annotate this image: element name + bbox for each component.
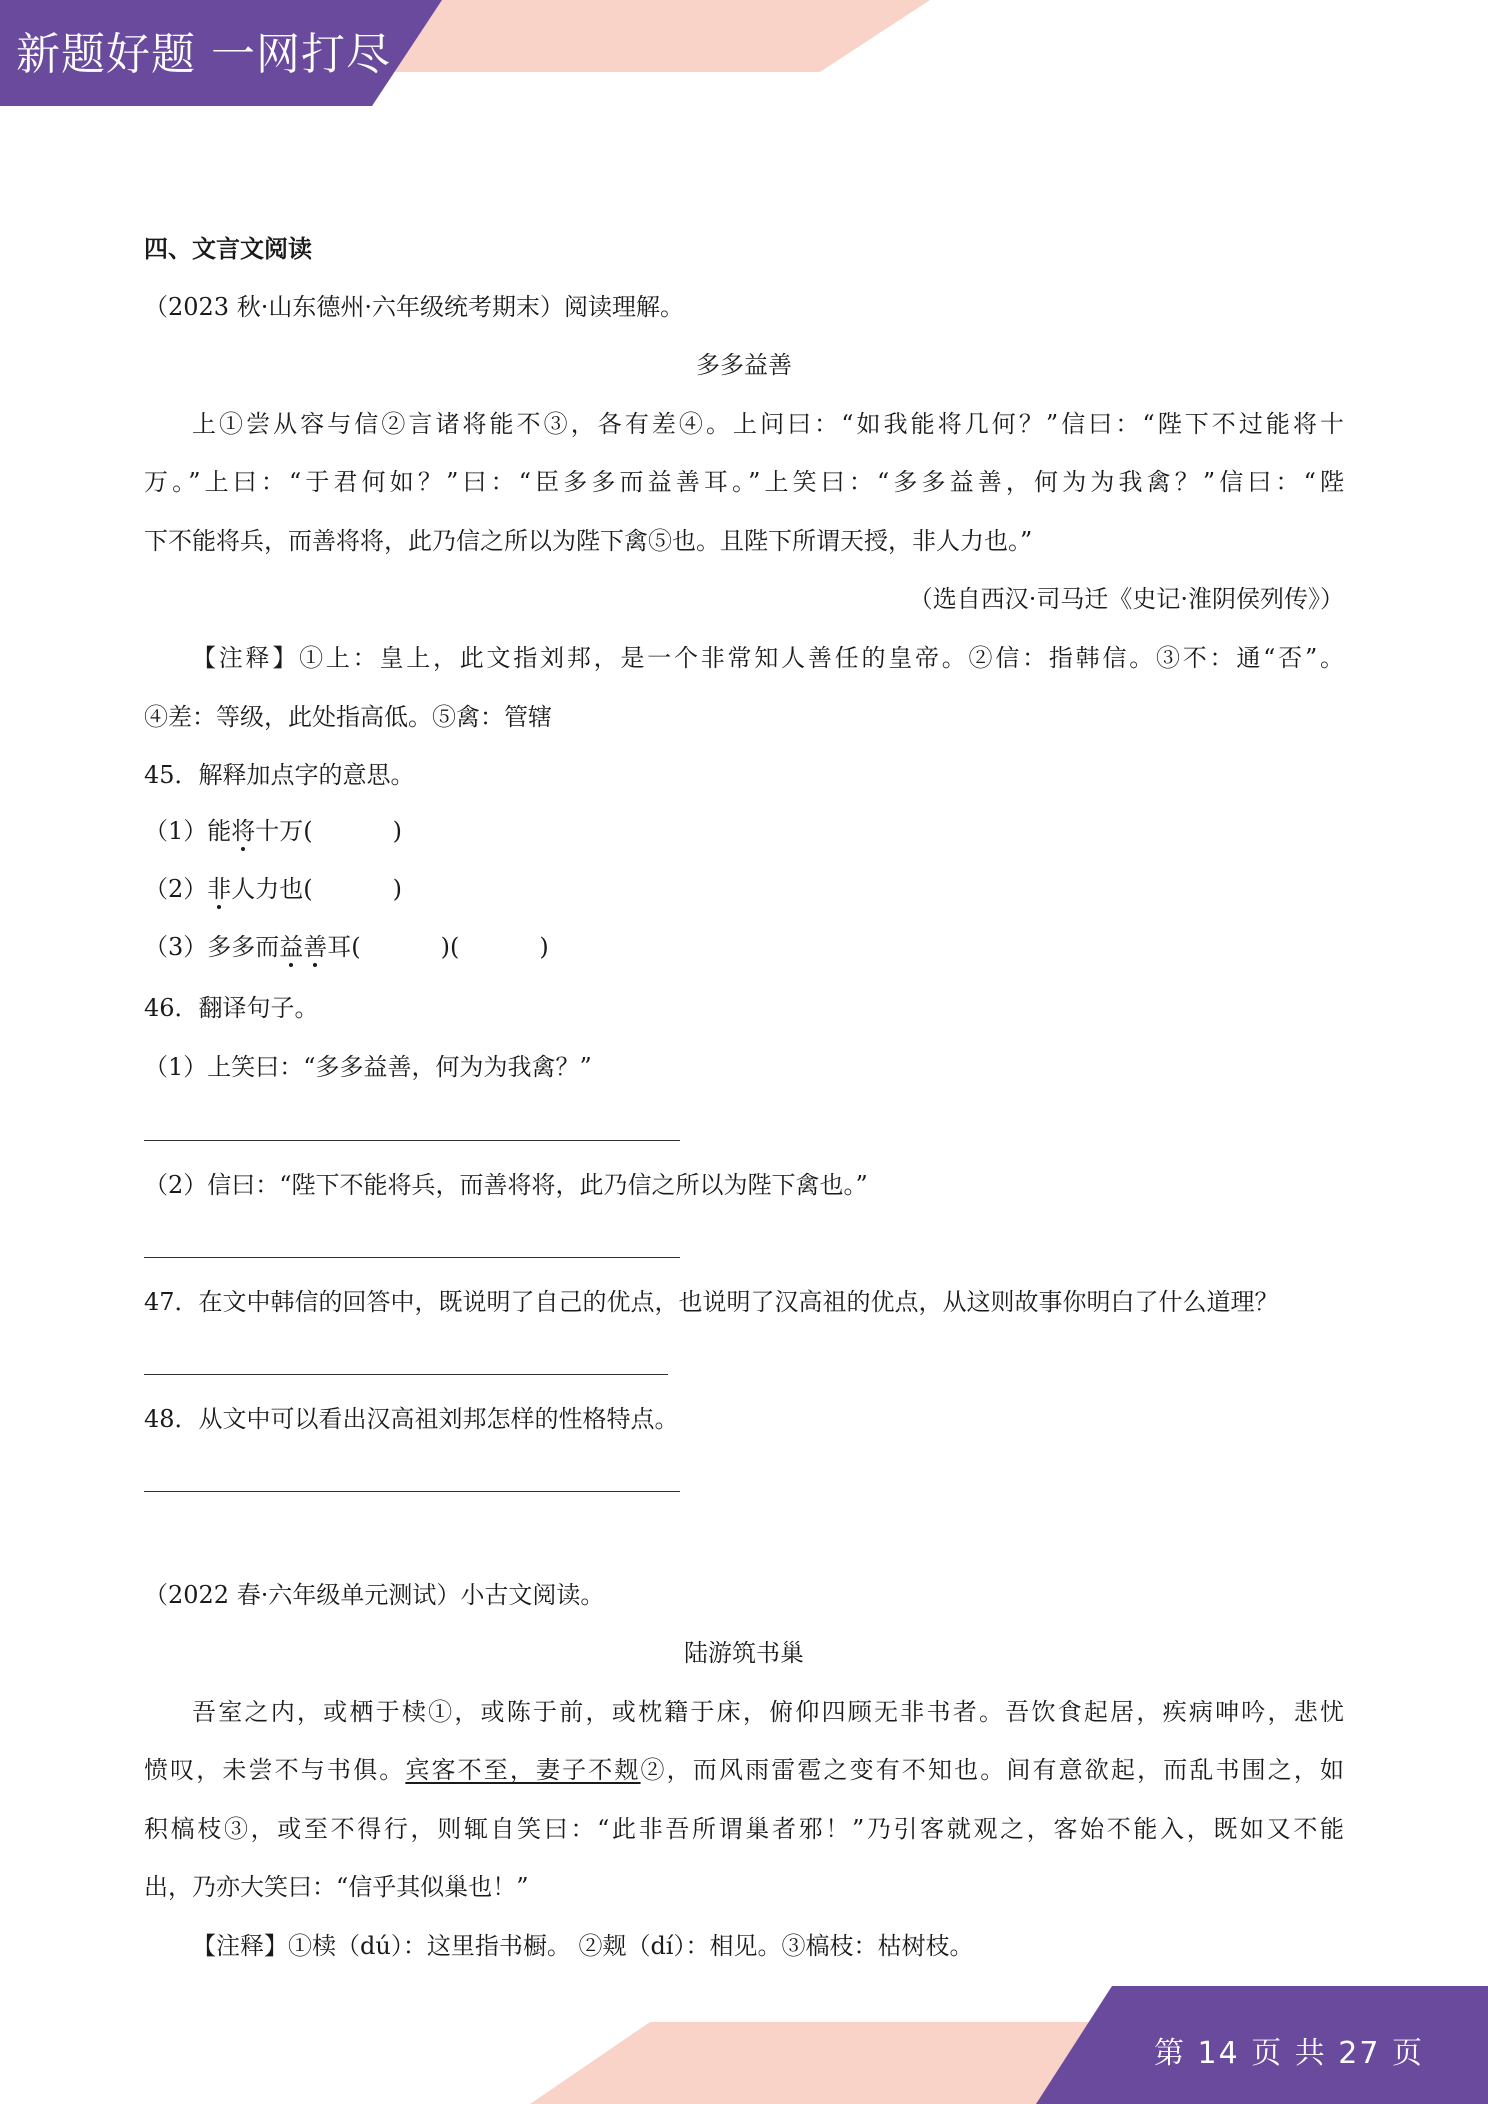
passage1-line-1: 上①尝从容与信②言诸将能不③，各有差④。上问曰：“如我能将几何？”信曰：“陛下不过能将十 bbox=[192, 410, 1344, 438]
q45-item-2-end: ) bbox=[392, 875, 403, 903]
passage2-note: 【注释】①椟（dú）：这里指书橱。 ②觌（dí）：相见。③槁枝：枯树枝。 bbox=[192, 1932, 974, 1960]
passage1-line-3: 下不能将兵，而善将将，此乃信之所以为陛下禽⑤也。且陛下所谓天授，非人力也。” bbox=[144, 527, 1033, 555]
passage2-line-2-post: ②，而风雨雷雹之变有不知也。间有意欲起，而乱书围之，如 bbox=[640, 1756, 1345, 1784]
q45-item-3-dotted-1: 益 bbox=[279, 933, 304, 961]
q45-item-3-mid: )( bbox=[440, 933, 460, 961]
q45-item-1-suffix: 十万( bbox=[255, 817, 313, 845]
footer-banner bbox=[0, 1980, 1488, 2104]
passage2-line-2 bbox=[144, 1755, 1344, 1785]
q45-item-2 bbox=[144, 874, 402, 904]
header-banner bbox=[0, 0, 1488, 110]
q45-item-3-dotted-2: 善 bbox=[303, 933, 328, 961]
passage1-note-1: 【注释】①上：皇上，此文指刘邦，是一个非常知人善任的皇帝。②信：指韩信。③不：通“否”。 bbox=[192, 644, 1344, 672]
passage1-title: 多多益善 bbox=[696, 351, 792, 379]
q45-item-2-suffix: 人力也( bbox=[231, 875, 313, 903]
passage1-source: （2023 秋·山东德州·六年级统考期末）阅读理解。 bbox=[144, 293, 684, 321]
q47-stem: 47．在文中韩信的回答中，既说明了自己的优点，也说明了汉高祖的优点，从这则故事你明白了什么道理？ bbox=[144, 1288, 1279, 1316]
q46-stem: 46．翻译句子。 bbox=[144, 994, 319, 1022]
q48-answer-line[interactable] bbox=[144, 1491, 680, 1492]
passage2-source: （2022 春·六年级单元测试）小古文阅读。 bbox=[144, 1581, 605, 1609]
passage2-underlined-sentence: 宾客不至，妻子不觌 bbox=[405, 1756, 641, 1784]
passage2-line-4: 出，乃亦大笑曰：“信乎其似巢也！” bbox=[144, 1873, 529, 1901]
q46-item-2: （2）信曰：“陛下不能将兵，而善将将，此乃信之所以为陛下禽也。” bbox=[144, 1171, 868, 1199]
q48-stem: 48．从文中可以看出汉高祖刘邦怎样的性格特点。 bbox=[144, 1405, 679, 1433]
q45-item-1 bbox=[144, 816, 402, 846]
q45-item-3-end: ) bbox=[539, 933, 549, 961]
q45-item-3-suffix: 耳( bbox=[327, 933, 361, 961]
q45-item-2-prefix: （2） bbox=[144, 875, 208, 903]
q46-item-1: （1）上笑曰：“多多益善，何为为我禽？” bbox=[144, 1053, 592, 1081]
passage2-line-1: 吾室之内，或栖于椟①，或陈于前，或枕籍于床，俯仰四顾无非书者。吾饮食起居，疾病呻吟，悲忧 bbox=[192, 1698, 1344, 1726]
q45-item-1-dotted: 将 bbox=[231, 817, 256, 845]
q45-item-3-prefix: （3）多多而 bbox=[144, 933, 280, 961]
banner-title: 新题好题 一网打尽 bbox=[16, 29, 391, 80]
passage1-note-2: ④差：等级，此处指高低。⑤禽：管辖 bbox=[144, 703, 552, 731]
page-number: 第 14 页 共 27 页 bbox=[1153, 2036, 1424, 2071]
q47-answer-line[interactable] bbox=[144, 1374, 668, 1375]
passage2-title: 陆游筑书巢 bbox=[684, 1639, 804, 1667]
passage2-line-2-pre: 愤叹，未尝不与书俱。 bbox=[144, 1756, 406, 1784]
section-title: 四、文言文阅读 bbox=[144, 234, 312, 263]
passage1-citation: （选自西汉·司马迁《史记·淮阴侯列传》） bbox=[908, 585, 1344, 613]
passage1-line-2: 万。”上曰：“于君何如？”曰：“臣多多而益善耳。”上笑曰：“多多益善，何为为我禽？”信曰：“陛 bbox=[144, 468, 1344, 496]
q46-item-2-answer-line[interactable] bbox=[144, 1257, 680, 1258]
q46-item-1-answer-line[interactable] bbox=[144, 1140, 680, 1141]
q45-item-3 bbox=[144, 932, 549, 962]
q45-item-1-end: ) bbox=[392, 817, 403, 845]
q45-stem: 45．解释加点字的意思。 bbox=[144, 761, 415, 789]
passage2-line-3: 积槁枝③，或至不得行，则辄自笑曰：“此非吾所谓巢者邪！”乃引客就观之，客始不能入，既如又不能 bbox=[144, 1815, 1344, 1843]
q45-item-1-prefix: （1）能 bbox=[144, 817, 232, 845]
q45-item-2-dotted: 非 bbox=[207, 875, 232, 903]
